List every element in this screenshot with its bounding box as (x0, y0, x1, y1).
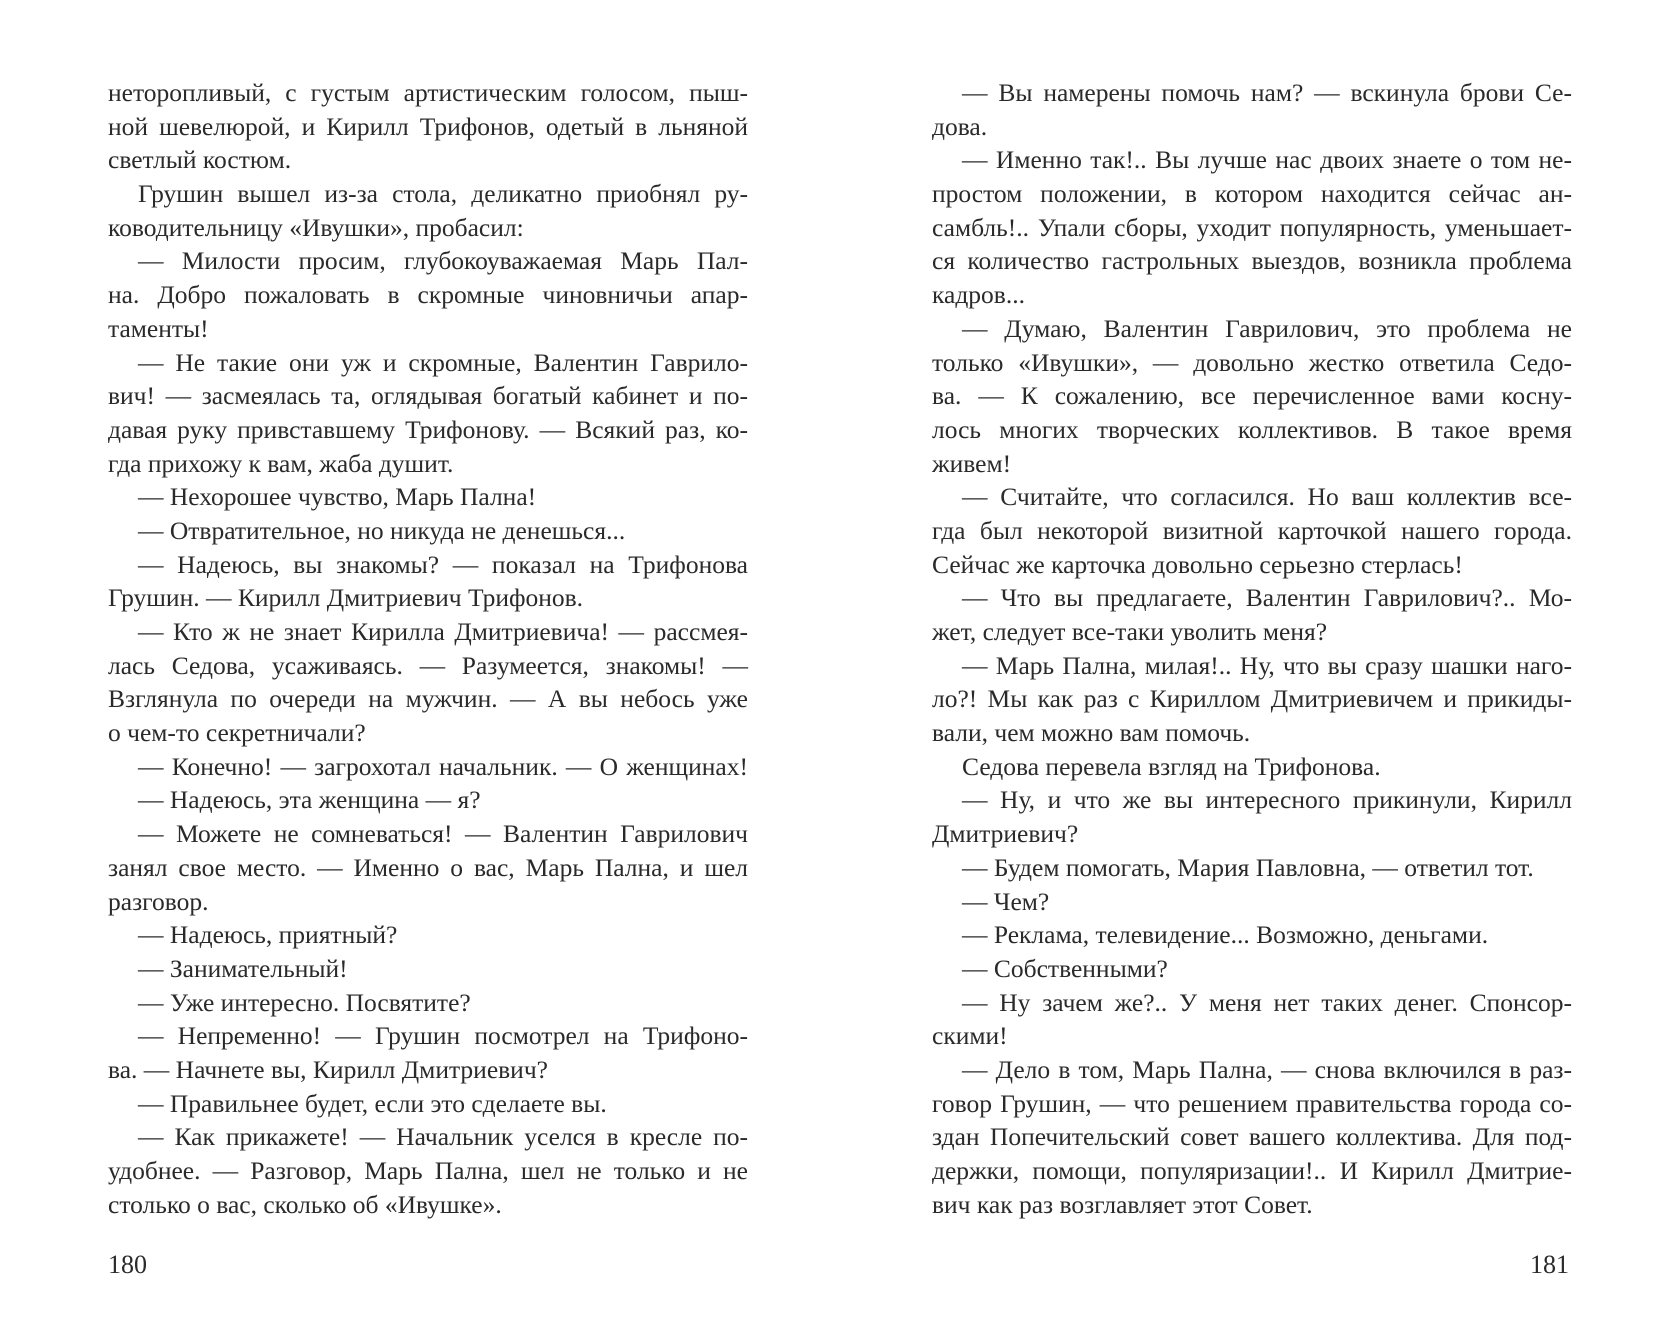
text-line: — Не такие они уж и скромные, Валентин Гаврило- (138, 347, 748, 377)
text-line: о чем-то секретничали? (108, 718, 366, 748)
text-line: давая руку привставшему Трифонову. — Всякий раз, ко- (108, 414, 748, 444)
text-line: — Дело в том, Марь Пална, — снова включился в раз- (962, 1054, 1572, 1084)
text-line: — Надеюсь, вы знакомы? — показал на Трифонова (138, 549, 748, 579)
text-line: вич как раз возглавляет этот Совет. (932, 1189, 1313, 1219)
text-line: разговор. (108, 886, 209, 916)
text-line: — Надеюсь, приятный? (138, 920, 398, 950)
text-line: ва. — Начнете вы, Кирилл Дмитриевич? (108, 1054, 548, 1084)
text-line: — Вы намерены помочь нам? — вскинула брови Се- (962, 78, 1572, 107)
text-line: — Ну зачем же?.. У меня нет таких денег. Спонсор- (962, 987, 1572, 1017)
text-line: столько о вас, сколько об «Ивушке». (108, 1189, 502, 1219)
text-line: — Собственными? (962, 953, 1168, 983)
text-line: — Конечно! — загрохотал начальник. — О женщинах! (138, 751, 748, 781)
text-line: ся количество гастрольных выездов, возникла проблема (932, 246, 1572, 276)
text-line: — Думаю, Валентин Гаврилович, это проблема не (962, 313, 1572, 343)
text-line: — Правильнее будет, если это сделаете вы. (138, 1088, 607, 1118)
text-line: только «Ивушки», — довольно жестко ответила Седо- (932, 347, 1572, 377)
right-page-text (932, 76, 1572, 1221)
text-line: — Ну, и что же вы интересного прикинули, Кирилл (962, 785, 1572, 815)
left-page-number: 180 (108, 1250, 147, 1279)
text-line: светлый костюм. (108, 145, 292, 175)
text-line: жет, следует все-таки уволить меня? (932, 617, 1328, 646)
text-line: — Именно так!.. Вы лучше нас двоих знаете о том не- (962, 145, 1572, 175)
text-line: — Считайте, что согласился. Но ваш коллектив все- (962, 482, 1572, 512)
text-line: лось многих творческих коллективов. В такое время (932, 414, 1572, 444)
text-line: — Уже интересно. Посвятите? (138, 987, 471, 1017)
text-line: ло?! Мы как раз с Кириллом Дмитриевичем и прикиды- (932, 684, 1572, 714)
right-page-number: 181 (1530, 1250, 1569, 1279)
text-line: живем! (932, 448, 1012, 478)
text-line: — Как прикажете! — Начальник уселся в кресле по- (138, 1122, 748, 1152)
text-line: ва. — К сожалению, все перечисленное вами косну- (932, 381, 1572, 411)
text-line: занял свое место. — Именно о вас, Марь Пална, и шел (108, 852, 748, 882)
text-line: неторопливый, с густым артистическим голосом, пыш- (108, 78, 748, 107)
text-line: на. Добро пожаловать в скромные чиновничьи апар- (108, 280, 748, 310)
left-page-text (108, 76, 748, 1221)
text-line: простом положении, в котором находится сейчас ан- (932, 179, 1572, 209)
text-line: Грушин вышел из-за стола, деликатно приобнял ру- (138, 179, 748, 209)
text-line: — Отвратительное, но никуда не денешься... (138, 515, 626, 545)
text-line: удобнее. — Разговор, Марь Пална, шел не только и не (108, 1156, 748, 1185)
text-line: вич! — засмеялась та, оглядывая богатый кабинет и по- (108, 381, 748, 411)
text-line: — Надеюсь, эта женщина — я? (138, 785, 481, 815)
text-line: говор Грушин, — что решением правительства города со- (932, 1088, 1572, 1118)
text-line: держки, помощи, популяризации!.. И Кирилл Дмитрие- (932, 1156, 1572, 1185)
text-line: — Кто ж не знает Кирилла Дмитриевича! — рассмея- (138, 617, 748, 646)
text-line: — Чем? (962, 886, 1050, 916)
text-line: — Можете не сомневаться! — Валентин Гаврилович (138, 819, 748, 849)
text-line: Седова перевела взгляд на Трифонова. (962, 751, 1381, 781)
text-line: вали, чем можно вам помочь. (932, 718, 1251, 748)
text-line: — Милости просим, глубокоуважаемая Марь Пал- (138, 246, 748, 276)
text-line: здан Попечительский совет вашего коллектива. Для под- (932, 1122, 1572, 1152)
text-line: лась Седова, усаживаясь. — Разумеется, знакомы! — (108, 650, 748, 680)
text-line: — Марь Пална, милая!.. Ну, что вы сразу шашки наго- (962, 650, 1572, 680)
text-line: скими! (932, 1021, 1008, 1051)
text-line: гда был некоторой визитной карточкой нашего города. (932, 515, 1572, 545)
text-line: ной шевелюрой, и Кирилл Трифонов, одетый в льняной (108, 111, 748, 141)
text-line: — Непременно! — Грушин посмотрел на Трифоно- (138, 1021, 748, 1051)
text-line: — Занимательный! (138, 953, 348, 983)
text-line: ководительницу «Ивушки», пробасил: (108, 212, 524, 242)
text-line: таменты! (108, 313, 209, 343)
text-line: — Будем помогать, Мария Павловна, — ответил тот. (962, 852, 1534, 882)
text-line: Дмитриевич? (932, 819, 1079, 849)
text-line: — Что вы предлагаете, Валентин Гаврилович?.. Мо- (962, 583, 1572, 613)
text-line: дова. (932, 111, 988, 141)
text-line: гда прихожу к вам, жаба душит. (108, 448, 454, 478)
text-line: самбль!.. Упали сборы, уходит популярность, уменьшает- (932, 212, 1572, 242)
text-line: — Реклама, телевидение... Возможно, деньгами. (962, 920, 1489, 950)
text-line: Взглянула по очереди на мужчин. — А вы небось уже (108, 684, 748, 714)
text-line: Сейчас же карточка довольно серьезно стерлась! (932, 549, 1463, 579)
text-line: кадров... (932, 280, 1025, 310)
text-line: Грушин. — Кирилл Дмитриевич Трифонов. (108, 583, 584, 613)
text-line: — Нехорошее чувство, Марь Пална! (138, 482, 537, 512)
